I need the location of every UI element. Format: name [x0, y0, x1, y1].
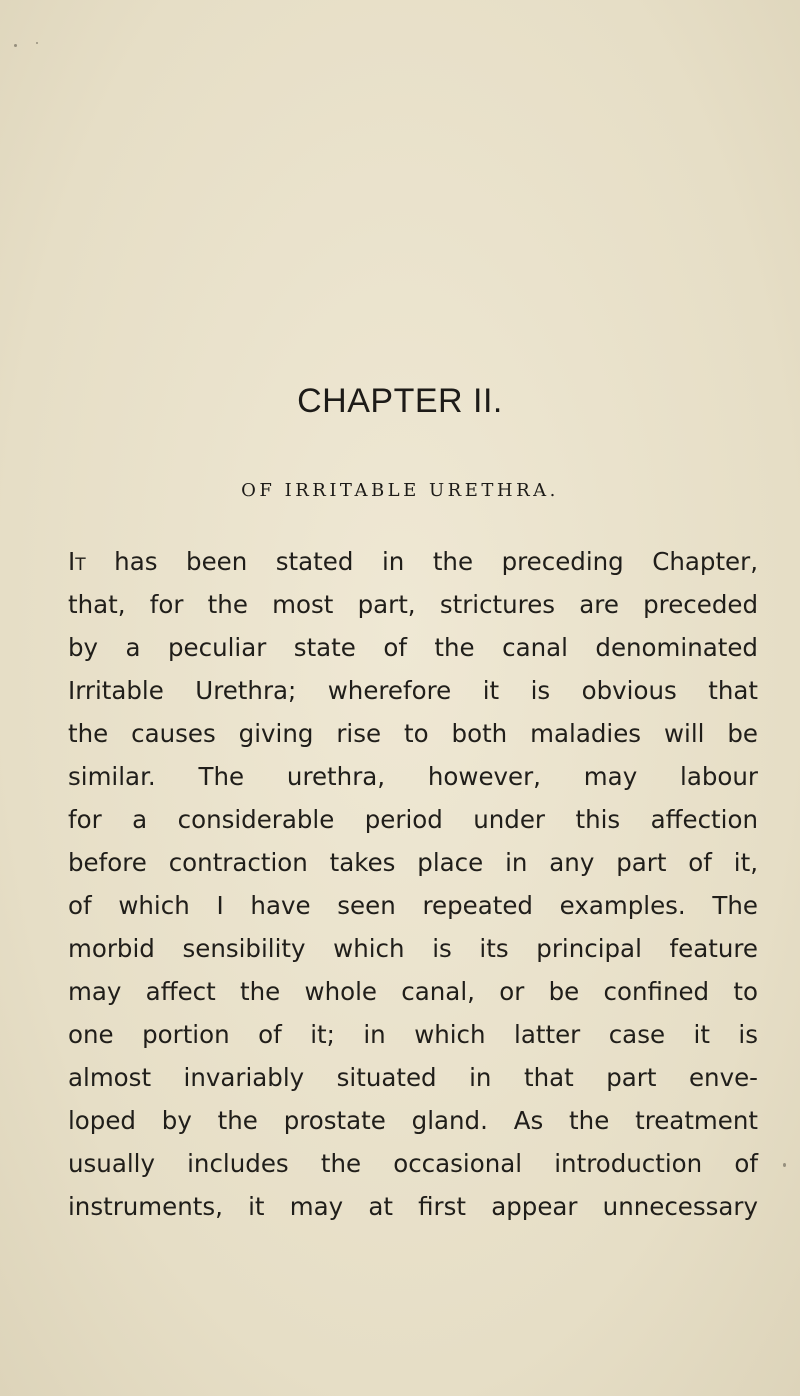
chapter-title: CHAPTER II. — [297, 382, 503, 420]
text-line: before contraction takes place in any part of it, — [68, 848, 758, 877]
chapter-subtitle: OF IRRITABLE URETHRA. — [241, 480, 559, 501]
paper-speck — [36, 42, 38, 44]
text-line: Irritable Urethra; wherefore it is obvious that — [68, 676, 758, 705]
text-line: the causes giving rise to both maladies will be — [68, 719, 758, 748]
text-line: almost invariably situated in that part enve- — [68, 1063, 758, 1092]
body-paragraph — [68, 540, 758, 1228]
text-line: It has been stated in the preceding Chapter, — [68, 547, 758, 576]
text-line: usually includes the occasional introduction of — [68, 1149, 758, 1178]
first-word: It — [68, 547, 86, 576]
text-line: loped by the prostate gland. As the treatment — [68, 1106, 758, 1135]
text-line: that, for the most part, strictures are preceded — [68, 590, 758, 619]
text-line: may affect the whole canal, or be confined to — [68, 977, 758, 1006]
paper-speck — [14, 44, 17, 47]
text-line: morbid sensibility which is its principal feature — [68, 934, 758, 963]
text-line: instruments, it may at first appear unnecessary — [68, 1192, 758, 1221]
text-line: for a considerable period under this affection — [68, 805, 758, 834]
paper-speck — [783, 1163, 786, 1167]
text-line: by a peculiar state of the canal denominated — [68, 633, 758, 662]
text-line: similar. The urethra, however, may labour — [68, 762, 758, 791]
text-line: one portion of it; in which latter case it is — [68, 1020, 758, 1049]
text-line: of which I have seen repeated examples. The — [68, 891, 758, 920]
